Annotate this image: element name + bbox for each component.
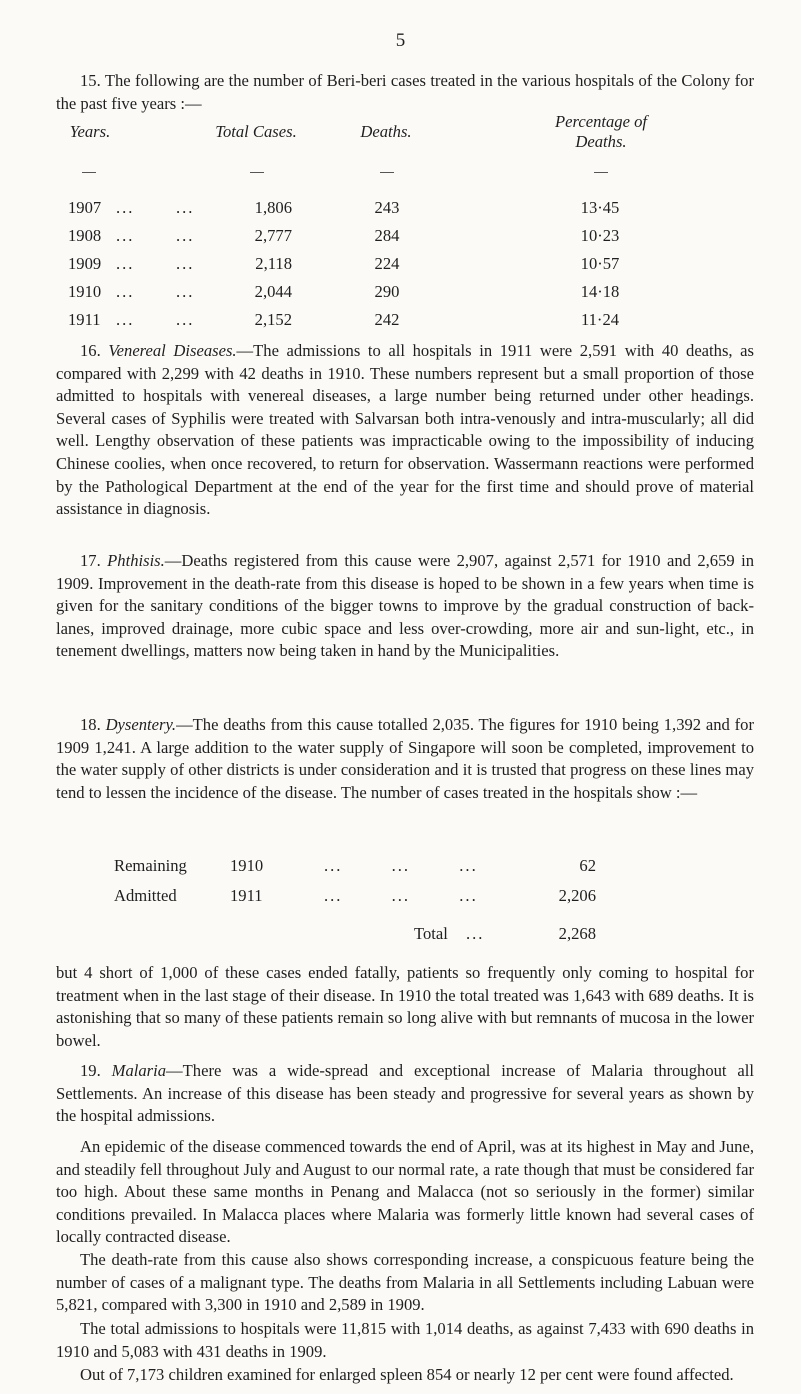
percentage-cell: 14·18: [580, 282, 620, 301]
table-row: [56, 226, 756, 248]
total-cases-cell: 2,777: [254, 226, 292, 245]
year-cell: 1911: [68, 310, 101, 329]
header-rule: [380, 172, 394, 173]
header-rule: [82, 172, 96, 173]
section-number: 19.: [80, 1061, 101, 1080]
leader-dots: ... ... ...: [324, 886, 478, 905]
header-deaths: Deaths.: [360, 122, 412, 141]
paragraph-17: [56, 550, 754, 663]
leader-dots: ...: [116, 226, 135, 245]
leader-dots: ...: [116, 310, 135, 329]
section-number: 17.: [80, 551, 101, 570]
section-title: Phthisis.: [107, 551, 165, 570]
year-cell: 1907: [68, 198, 102, 217]
year-cell: 1909: [68, 254, 102, 273]
leader-dots: ...: [116, 254, 135, 273]
paragraph-text: —Deaths registered from this cause were 2,907, against 2,571 for 1910 and 2,659 in 1909. Improvement in the death-rate from this disease is hoped to be shown in a few years when time is given for the sanitary conditions of the bigger towns to improve by the gradual construction of back-lanes, improved drainage, more cubic space and less over-crowding, more air and sun-light, etc., in tenement dwellings, matters now being taken in hand by the Municipalities.: [56, 551, 754, 661]
table-row: [114, 856, 634, 878]
year-cell: 1908: [68, 226, 102, 245]
total-label: Total: [414, 924, 448, 943]
paragraph-text: Out of 7,173 children examined for enlarged spleen 854 or nearly 12 per cent were found affected.: [80, 1365, 734, 1384]
paragraph-text: The total admissions to hospitals were 11,815 with 1,014 deaths, as against 7,433 with 690 deaths in 1910 and 5,083 with 431 deaths in 1909.: [56, 1319, 754, 1361]
paragraph-18: [56, 714, 754, 804]
value-cell: 2,206: [558, 886, 596, 905]
total-cases-cell: 1,806: [254, 198, 292, 217]
total-cases-cell: 2,152: [254, 310, 292, 329]
section-number: 16.: [80, 341, 101, 360]
year-cell: 1910: [68, 282, 102, 301]
table-row: [56, 310, 756, 332]
deaths-cell: 284: [374, 226, 400, 245]
row-label: Remaining: [114, 856, 187, 875]
total-row: [114, 924, 634, 946]
table-row: [56, 282, 756, 304]
paragraph-19-admissions: [56, 1318, 754, 1363]
paragraph-text: The following are the number of Beri-beri cases treated in the various hospitals of the Colony for the past five years :—: [56, 71, 754, 113]
header-total-cases: Total Cases.: [215, 122, 297, 141]
paragraph-text: —The deaths from this cause totalled 2,035. The figures for 1910 being 1,392 and for 1909 1,241. A large addition to the water supply of Singapore will soon be completed, improvement to the water supply of other districts is under consideration and it is trusted that progress on these lines may tend to lessen the incidence of the disease. The number of cases treated in the hospitals show :—: [56, 715, 754, 802]
deaths-cell: 243: [374, 198, 400, 217]
section-title: Dysentery.: [105, 715, 177, 734]
table-row: [56, 198, 756, 220]
deaths-cell: 242: [374, 310, 400, 329]
paragraph-text: An epidemic of the disease commenced towards the end of April, was at its highest in May and June, and steadily fell throughout July and August to our normal rate, a rate though that must be considered far too high. About these same months in Penang and Malacca (not so seriously in the former) similar conditions prevailed. In Malacca places where Malaria was formerly little known had several cases of locally contracted disease.: [56, 1137, 754, 1247]
leader-dots: ...: [176, 254, 195, 273]
percentage-cell: 11·24: [580, 310, 620, 329]
section-number: 15.: [80, 71, 101, 90]
deaths-cell: 224: [374, 254, 400, 273]
paragraph-text: —The admissions to all hospitals in 1911 were 2,591 with 40 deaths, as compared with 2,299 with 42 deaths in 1910. These numbers represent but a small proportion of those admitted to hospitals with venereal diseases, a large number being returned under other headings. Several cases of Syphilis were treated with Salvarsan both intra-venously and intra-muscularly; all did well. Lengthy observation of these patients was impracticable owing to the impossibility of inducing Chinese coolies, when once recovered, to return for observation. Wassermann reactions were performed by the Pathological Department at the end of the year for the first time and should prove of material assistance in diagnosis.: [56, 341, 754, 519]
total-cases-cell: 2,044: [254, 282, 292, 301]
leader-dots: ...: [466, 924, 485, 943]
leader-dots: ...: [176, 226, 195, 245]
total-cases-cell: 2,118: [255, 254, 292, 273]
year-cell: 1911: [230, 886, 263, 905]
table-row: [56, 254, 756, 276]
percentage-cell: 10·57: [580, 254, 620, 273]
deaths-cell: 290: [374, 282, 400, 301]
percentage-cell: 10·23: [580, 226, 620, 245]
header-rule: [594, 172, 608, 173]
row-label: Admitted: [114, 886, 177, 905]
paragraph-19: [56, 1060, 754, 1128]
section-title: Malaria: [111, 1061, 167, 1080]
paragraph-15: [56, 70, 754, 115]
header-percentage-line2: Deaths.: [575, 132, 627, 151]
leader-dots: ...: [176, 282, 195, 301]
value-cell: 62: [579, 856, 596, 875]
paragraph-text: —There was a wide-spread and exceptional increase of Malaria throughout all Settlements. An increase of this disease has been steady and progressive for several years as shown by the hospital admissions.: [56, 1061, 754, 1126]
header-years: Years.: [69, 122, 111, 141]
leader-dots: ...: [116, 282, 135, 301]
paragraph-text: The death-rate from this cause also shows corresponding increase, a conspicuous feature being the number of cases of a malignant type. The deaths from Malaria in all Settlements including Labuan were 5,821, compared with 3,300 in 1910 and 2,589 in 1909.: [56, 1250, 754, 1315]
header-percentage: [536, 112, 666, 152]
year-cell: 1910: [230, 856, 264, 875]
section-number: 18.: [80, 715, 101, 734]
leader-dots: ... ... ...: [324, 856, 478, 875]
header-rule: [250, 172, 264, 173]
total-value: 2,268: [558, 924, 596, 943]
paragraph-16: [56, 340, 754, 521]
page-number: 5: [395, 30, 406, 51]
paragraph-19-epidemic: [56, 1136, 754, 1249]
header-percentage-line1: Percentage of: [555, 112, 647, 131]
paragraph-19-spleen: [56, 1364, 754, 1385]
paragraph-text: but 4 short of 1,000 of these cases ended fatally, patients so frequently only coming to hospital for treatment when in the last stage of their disease. In 1910 the total treated was 1,643 with 689 deaths. It is astonishing that so many of these patients remain so long alive with but remnants of mucosa in the lower bowel.: [56, 963, 754, 1050]
paragraph-19-death-rate: [56, 1249, 754, 1317]
paragraph-18-continued: [56, 962, 754, 1052]
section-title: Venereal Diseases.: [108, 341, 237, 360]
leader-dots: ...: [116, 198, 135, 217]
table-row: [114, 886, 634, 908]
leader-dots: ...: [176, 310, 195, 329]
leader-dots: ...: [176, 198, 195, 217]
percentage-cell: 13·45: [580, 198, 620, 217]
